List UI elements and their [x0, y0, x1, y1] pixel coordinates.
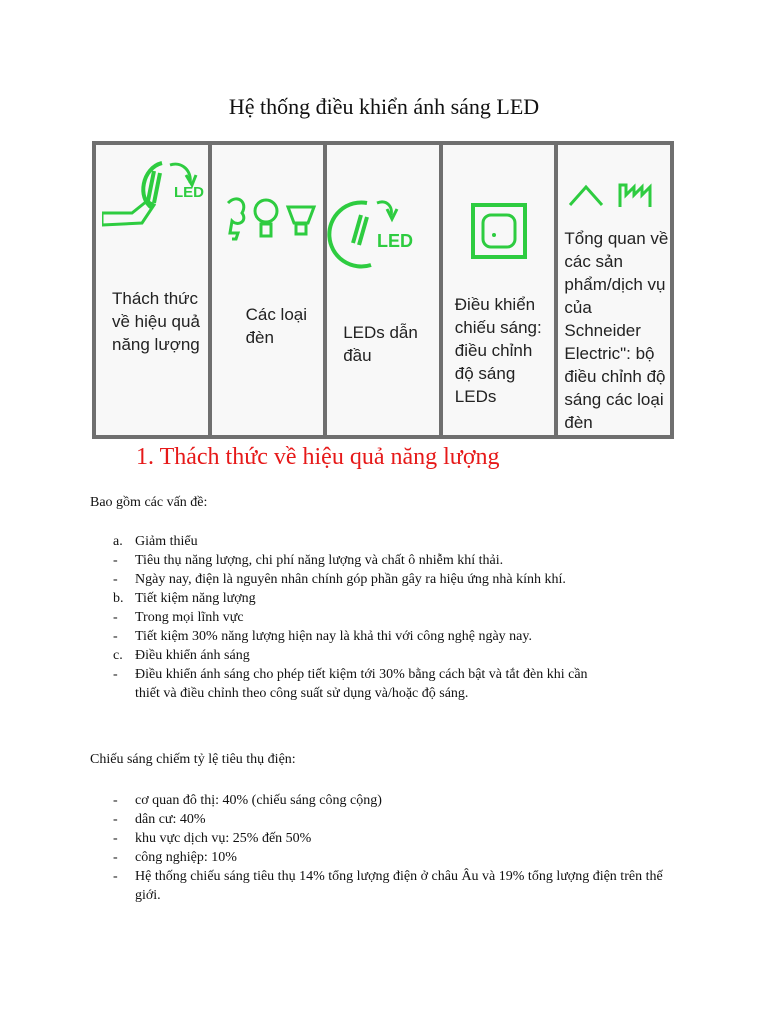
section-heading: 1. Thách thức về hiệu quả năng lượng: [136, 444, 500, 470]
banner-panel-control: [443, 145, 555, 435]
banner-panel-label: Thách thức về hiệu quả năng lượng: [112, 289, 200, 354]
feature-banner: [92, 141, 674, 439]
banner-panel-leds: [327, 145, 439, 435]
banner-panel-label: Các loại đèn: [245, 305, 308, 347]
banner-panel-label: Điều khiển chiếu sáng: điều chỉnh độ sáng LEDs: [454, 295, 542, 406]
house-factory-icon: [568, 177, 668, 211]
list-item: - Hệ thống chiếu sáng tiêu thụ 14% tổng lượng điện ở châu Âu và 19% tổng lượng điện trên thế giới.: [113, 869, 663, 903]
banner-panel-efficiency: [96, 145, 208, 435]
banner-panel-label: Tổng quan về các sản phẩm/dịch vụ của Schneider Electric": bộ điều chỉnh độ sáng các loại đèn: [564, 229, 669, 432]
page-title: Hệ thống điều khiển ánh sáng LED: [228, 94, 540, 119]
svg-text:LED: LED: [377, 231, 414, 251]
banner-panel-schneider: [558, 145, 670, 435]
issues-list: [113, 532, 655, 703]
intro-text: Bao gồm các vấn đề:: [90, 495, 208, 510]
list-item: c. Điều khiển ánh sáng: [113, 648, 250, 663]
dimmer-switch-icon: [469, 201, 529, 261]
list-item: - Ngày nay, điện là nguyên nhân chính góp phần gây ra hiệu ứng nhà kính khí.: [113, 572, 566, 587]
lighting-shares-list: [113, 791, 675, 905]
list-item: - cơ quan đô thị: 40% (chiếu sáng công cộng): [113, 793, 382, 808]
list-item: - Điều khiển ánh sáng cho phép tiết kiệm tới 30% bằng cách bật và tắt đèn khi cần thiết và điều chỉnh theo công suất sử dụng và/hoặc độ sáng.: [113, 667, 588, 701]
list-item: - Tiết kiệm 30% năng lượng hiện nay là khả thi với công nghệ ngày nay.: [113, 629, 532, 644]
lighting-intro: Chiếu sáng chiếm tỷ lệ tiêu thụ điện:: [90, 752, 296, 767]
banner-panel-lamps: [212, 145, 324, 435]
list-item: - Tiêu thụ năng lượng, chi phí năng lượng và chất ô nhiễm khí thải.: [113, 553, 504, 568]
list-item: - dân cư: 40%: [113, 812, 206, 827]
list-item: b. Tiết kiệm năng lượng: [113, 591, 256, 606]
list-item: - công nghiệp: 10%: [113, 850, 237, 865]
bulbs-icon: [218, 193, 323, 253]
list-item: - khu vực dịch vụ: 25% đến 50%: [113, 831, 312, 846]
list-item: - Trong mọi lĩnh vực: [113, 610, 244, 625]
banner-panel-label: LEDs dẫn đầu: [343, 323, 418, 365]
svg-text:LED: LED: [174, 184, 204, 201]
led-cycle-icon: [327, 195, 437, 275]
hand-led-icon: [102, 153, 212, 243]
list-item: a. Giảm thiểu: [113, 534, 198, 549]
